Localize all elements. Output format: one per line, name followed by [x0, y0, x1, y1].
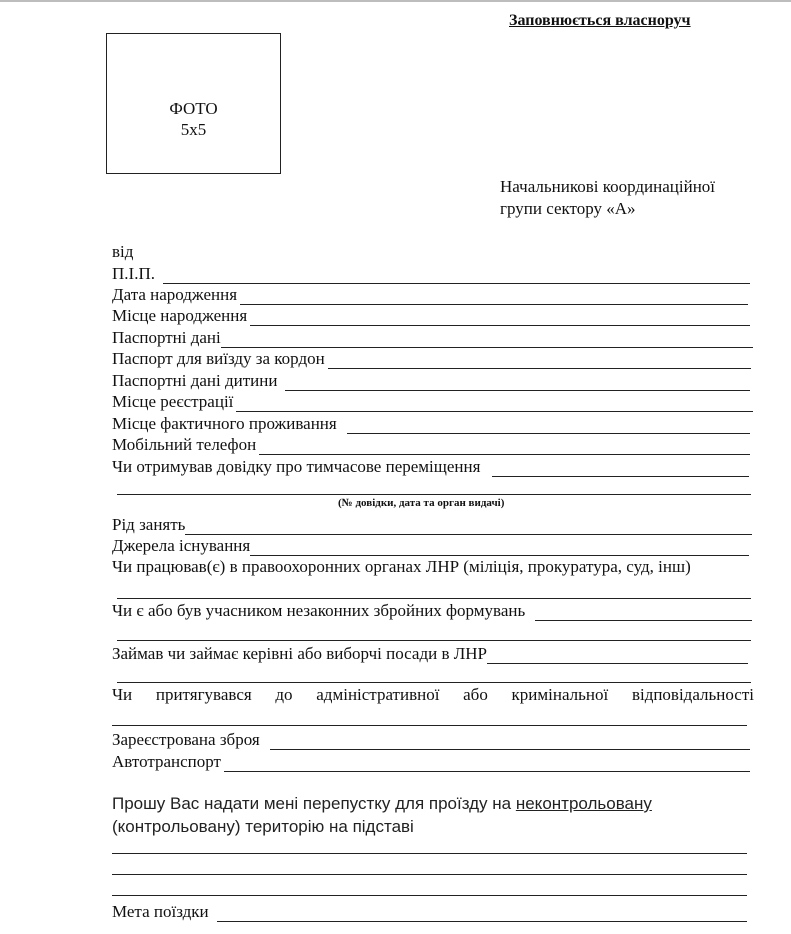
registration-label: Місце реєстрації — [112, 392, 234, 411]
cert-details-caption: (№ довідки, дата та орган видачі) — [338, 497, 505, 509]
travel-passport-label: Паспорт для виїзду за кордон — [112, 349, 325, 368]
liability-answer-line[interactable] — [112, 725, 747, 726]
vehicles-line[interactable] — [224, 757, 750, 772]
phone-line[interactable] — [259, 440, 750, 455]
positions-label: Займав чи займає керівні або виборчі посади в ЛНР — [112, 644, 487, 663]
liability-word: до — [275, 685, 293, 704]
positions-line[interactable] — [487, 649, 748, 664]
travel-passport-field[interactable] — [112, 349, 751, 369]
income-field[interactable] — [112, 536, 749, 556]
request-line-2: (контрольовану) територію на підставі — [112, 817, 414, 836]
addressee-line-1: Начальникові координаційної — [500, 177, 716, 196]
displacement-cert-field[interactable] — [112, 457, 749, 477]
occupation-label: Рід занять — [112, 515, 186, 534]
top-border — [0, 0, 791, 2]
travel-passport-line[interactable] — [328, 354, 751, 369]
child-passport-label: Паспортні дані дитини — [112, 371, 278, 390]
registration-line[interactable] — [236, 397, 753, 412]
pib-label: П.І.П. — [112, 264, 155, 283]
liability-question — [112, 685, 754, 705]
photo-placeholder — [106, 33, 281, 174]
birth-date-label: Дата народження — [112, 285, 238, 304]
trip-purpose-line[interactable] — [217, 907, 747, 922]
passport-line[interactable] — [221, 333, 753, 348]
liability-word: кримінальної — [511, 685, 609, 704]
liability-word: відповідальності — [631, 685, 754, 704]
armed-groups-label: Чи є або був учасником незаконних збройних формувань — [112, 601, 526, 620]
occupation-field[interactable] — [112, 515, 752, 535]
uncontrolled-territory: неконтрольовану — [515, 794, 652, 813]
phone-label: Мобільний телефон — [112, 435, 257, 454]
pass-request-text — [112, 792, 652, 838]
pib-field[interactable] — [112, 264, 750, 284]
armed-groups-line[interactable] — [535, 606, 752, 621]
passport-field[interactable] — [112, 328, 753, 348]
income-label: Джерела існування — [112, 536, 251, 555]
trip-purpose-field[interactable] — [112, 902, 747, 922]
addressee — [500, 176, 715, 220]
liability-word: або — [463, 685, 488, 704]
request-line-1 — [112, 792, 652, 815]
armed-groups-field[interactable] — [112, 601, 752, 621]
cert-details-line[interactable] — [117, 494, 751, 495]
phone-field[interactable] — [112, 435, 750, 455]
from-label: від — [112, 242, 134, 261]
passport-label: Паспортні дані — [112, 328, 221, 347]
weapons-field[interactable] — [112, 730, 750, 750]
birth-date-field[interactable] — [112, 285, 748, 305]
income-line[interactable] — [250, 541, 749, 556]
residence-line[interactable] — [347, 419, 750, 434]
photo-size: 5x5 — [180, 120, 207, 139]
positions-extra-line[interactable] — [117, 682, 751, 683]
addressee-line-2: групи сектору «А» — [500, 199, 636, 218]
residence-label: Місце фактичного проживання — [112, 414, 337, 433]
liability-word: Чи — [112, 685, 133, 704]
liability-word: притягувався — [155, 685, 252, 704]
registration-field[interactable] — [112, 392, 753, 412]
birth-place-field[interactable] — [112, 306, 750, 326]
birth-date-line[interactable] — [240, 290, 748, 305]
trip-purpose-label: Мета поїздки — [112, 902, 209, 921]
reason-line-3[interactable] — [112, 895, 747, 896]
request-line-1-text: Прошу Вас надати мені перепустку для проїзду на — [112, 794, 516, 813]
photo-label: ФОТО — [169, 99, 218, 118]
law-enforcement-question: Чи працював(є) в правоохоронних органах ЛНР (міліція, прокуратура, суд, інш) — [112, 557, 691, 576]
birth-place-line[interactable] — [250, 311, 750, 326]
fill-by-hand-note: Заповнюється власноруч — [509, 12, 691, 29]
liability-word: адміністративної — [316, 685, 440, 704]
reason-line-2[interactable] — [112, 874, 747, 875]
occupation-line[interactable] — [185, 520, 752, 535]
child-passport-field[interactable] — [112, 371, 750, 391]
residence-field[interactable] — [112, 414, 750, 434]
vehicles-label: Автотранспорт — [112, 752, 221, 771]
displacement-cert-line[interactable] — [492, 462, 749, 477]
law-enforcement-answer-line[interactable] — [117, 598, 751, 599]
weapons-label: Зареєстрована зброя — [112, 730, 260, 749]
armed-groups-extra-line[interactable] — [117, 640, 751, 641]
displacement-cert-label: Чи отримував довідку про тимчасове переміщення — [112, 457, 481, 476]
vehicles-field[interactable] — [112, 752, 750, 772]
child-passport-line[interactable] — [285, 376, 750, 391]
positions-field[interactable] — [112, 644, 748, 664]
pib-line[interactable] — [163, 269, 750, 284]
reason-line-1[interactable] — [112, 853, 747, 854]
birth-place-label: Місце народження — [112, 306, 248, 325]
weapons-line[interactable] — [270, 735, 750, 750]
